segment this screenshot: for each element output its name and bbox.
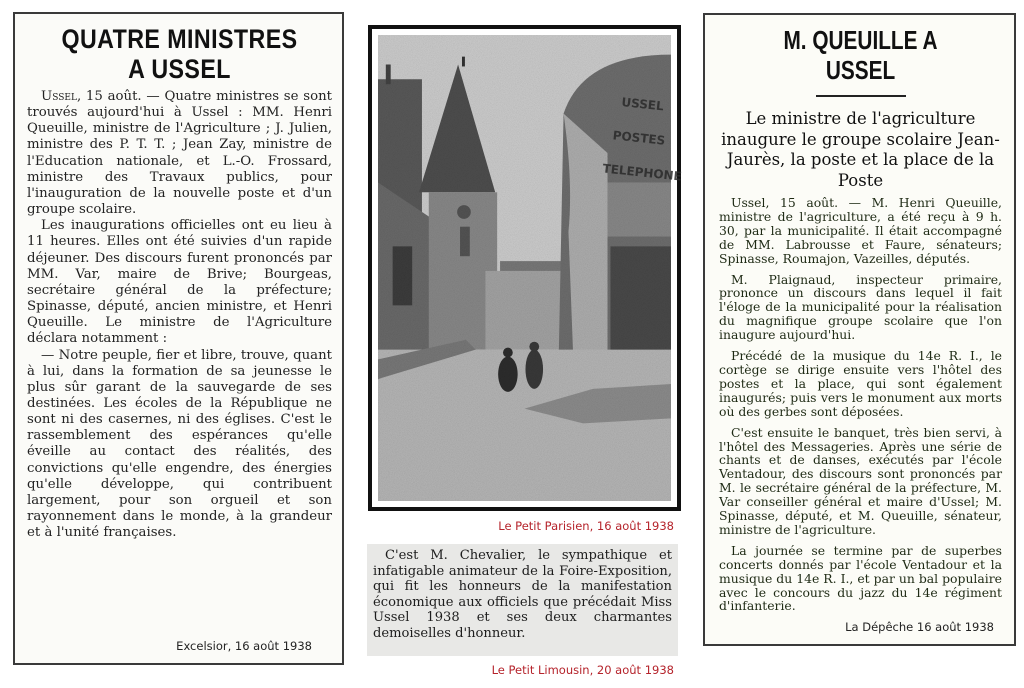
post-office-door — [610, 246, 671, 359]
article-paragraph: C'est ensuite le banquet, très bien servi, à l'hôtel des Messageries. Après une série de chants et de danses, exécutés par l'école Ventadour, des discours sont prononcés par M. le secrétaire général de la préfecture, M. Var conseiller général et maire d'Ussel; M. Spinasse, député, et M. Queuille, sénateur, ministre de l'agriculture. — [719, 424, 1002, 537]
pedestrian-head — [529, 342, 539, 352]
headline-line-1: QUATRE MINISTRES — [61, 24, 298, 54]
petit-limousin-clipping — [367, 544, 678, 656]
excelsior-clipping — [13, 12, 344, 665]
pedestrian-head — [503, 348, 513, 358]
dateline: Ussel — [41, 89, 77, 104]
article-quote: — Notre peuple, fier et libre, trouve, quant à lui, dans la formation de sa jeunesse le plus sûr garant de la sauvegarde de ses destinées. Les écoles de la République ne sont ni des casernes, ni des églises. C'est le rassemblement des espérances qu'elle éveille au contact des réalités, des convictions qu'elle engendre, des énergies qu'elle développe, qui contribuent largement, pour son orgueil et son rayonnement dans le monde, à la grandeur et à l'unité françaises. — [27, 347, 332, 541]
depeche-headline: M. QUEUILLE A USSEL — [783, 25, 938, 85]
window — [393, 246, 413, 305]
photo-area — [378, 35, 683, 501]
article-paragraph: M. Plaignaud, inspecteur primaire, prononce un discours dans lequel il fait l'éloge de la municipalité pour la réalisation du magnifique groupe scolaire que l'on inaugure aujourd'hui. — [719, 271, 1002, 343]
post-office-sign: USSEL POSTES TELEPHONE — [601, 95, 683, 184]
chimney — [386, 64, 391, 84]
rose-window — [457, 205, 471, 219]
source-caption: La Dépêche 16 août 1938 — [845, 620, 994, 634]
article-paragraph: La journée se termine par de superbes concerts donnés par l'école Ventadour et la musique du 14e R. I., et par un bal populaire avec le concours du jazz du 14e régiment d'infanterie. — [719, 542, 1002, 614]
photo-frame — [368, 25, 681, 511]
divider-rule — [816, 95, 906, 97]
clipping-source-caption: Le Petit Limousin, 20 août 1938 — [491, 663, 674, 677]
pedestrian — [525, 350, 543, 389]
excelsior-headline — [48, 24, 310, 84]
article-paragraph: Ussel, 15 août. — M. Henri Queuille, ministre de l'agriculture, a été reçu à 9 h. 30, par la municipalité. Il était accompagné de MM. Labrousse et Faure, sénateurs; Spinasse, Roumajon, Vazeilles, députés. — [719, 195, 1002, 266]
source-caption: Excelsior, 16 août 1938 — [176, 639, 312, 653]
headline-line-2: A USSEL — [128, 54, 231, 84]
article-paragraph — [27, 89, 332, 218]
spire-finial — [462, 57, 465, 67]
back-building-roof — [500, 261, 568, 271]
article-paragraph: C'est M. Chevalier, le sympathique et infatigable animateur de la Foire-Exposition, qui fit les honneurs de la manifestation économique aux officiels que précédait Miss Ussel 1938 et ses deux charmantes demoiselles d'honneur. — [373, 548, 672, 641]
article-paragraph: Les inaugurations officielles ont eu lieu à 11 heures. Elles ont été suivies d'un rapide déjeuner. Des discours furent prononcés par MM. Var, maire de Brive; Bourgeas, secrétaire général de la préfecture; Spinasse, député, ancien ministre, et Henri Queuille. Le ministre de l'Agriculture déclara notamment : — [27, 218, 332, 347]
depeche-clipping — [703, 13, 1016, 646]
article-paragraph: Précédé de la musique du 14e R. I., le cortège se dirige ensuite vers l'hôtel des postes et la place, qui sont également inaugurés; puis vers le monument aux morts où des gerbes sont déposées. — [719, 348, 1002, 419]
depeche-subheadline: Le ministre de l'agriculture inaugure le groupe scolaire Jean-Jaurès, la poste et la place de la Poste — [721, 109, 1000, 190]
tower-window — [460, 227, 470, 256]
pedestrian — [498, 356, 518, 391]
back-building — [485, 271, 563, 350]
photo-source-caption: Le Petit Parisien, 16 août 1938 — [498, 519, 674, 533]
paragraph-text: , 15 août. — Quatre ministres se sont trouvés aujourd'hui à Ussel : MM. Henri Queuille, ministre de l'Agriculture ; J. Julien, ministre des P. T. T. ; Jean Zay, ministre de l'Education nationale, et L.-O. Frossard, ministre des Travaux publics, pour l'inauguration de la nouvelle poste et d'un groupe scolaire. — [27, 89, 332, 218]
street — [378, 350, 671, 501]
